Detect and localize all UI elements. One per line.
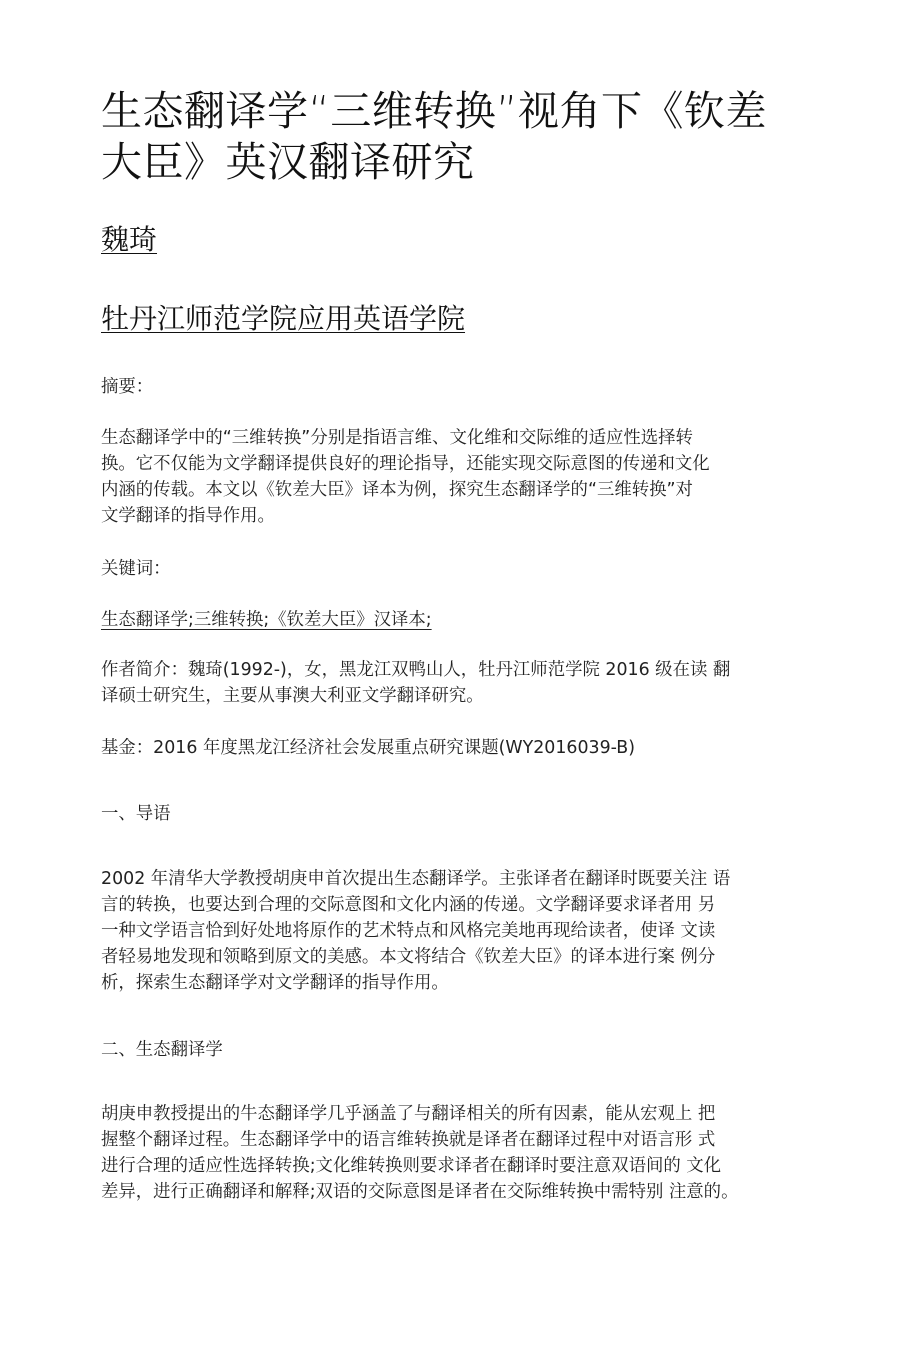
title-line-1: 生态翻译学“三维转换”视角下《钦差 <box>101 87 767 135</box>
abstract-line: 生态翻译学中的“三维转换”分别是指语言维、文化维和交际维的适应性选择转 <box>101 428 693 448</box>
paragraph-line: 一种文学语言恰到好处地将原作的艺术特点和风格完美地再现给读者，使译 文读 <box>101 921 716 941</box>
paragraph-line: 握整个翻译过程。生态翻译学中的语言维转换就是译者在翻译过程中对语言形 式 <box>101 1130 716 1150</box>
abstract-line: 换。它不仅能为文学翻译提供良好的理论指导，还能实现交际意图的传递和文化 <box>101 454 710 474</box>
paragraph-line: 胡庚申教授提出的牛态翻译学几乎涵盖了与翻译相关的所有因素，能从宏观上 把 <box>101 1104 716 1124</box>
section-heading-eco-translatology: 二、生态翻译学 <box>101 1040 223 1060</box>
paragraph-line: 析，探索生态翻译学对文学翻译的指导作用。 <box>101 973 449 993</box>
fund-info: 基金：2016 年度黑龙江经济社会发展重点研究课题(WY2016039-B) <box>101 738 636 758</box>
abstract-line: 文学翻译的指导作用。 <box>101 506 275 526</box>
author-bio-line: 作者简介：魏琦(1992-)，女，黑龙江双鸭山人，牡丹江师范学院 2016 级在读 翻 <box>101 660 731 680</box>
paragraph-line: 差异，进行正确翻译和解释;双语的交际意图是译者在交际维转换中需特别 注意的。 <box>101 1182 739 1202</box>
abstract-text <box>101 425 710 529</box>
keywords-list[interactable]: 生态翻译学;三维转换;《钦差大臣》汉译本; <box>101 610 432 630</box>
title-line-2: 大臣》英汉翻译研究 <box>101 138 475 186</box>
section-heading-introduction: 一、导语 <box>101 804 171 824</box>
document-title <box>101 86 767 188</box>
section-body-introduction <box>101 866 730 996</box>
paragraph-line: 进行合理的适应性选择转换;文化维转换则要求译者在翻译时要注意双语间的 文化 <box>101 1156 722 1176</box>
abstract-line: 内涵的传载。本文以《钦差大臣》译本为例，探究生态翻译学的“三维转换”对 <box>101 480 693 500</box>
author-affiliation[interactable]: 牡丹江师范学院应用英语学院 <box>101 302 466 335</box>
section-body-eco-translatology <box>101 1101 738 1205</box>
paragraph-line: 2002 年清华大学教授胡庚申首次提出生态翻译学。主张译者在翻译时既要关注 语 <box>101 869 731 889</box>
author-bio-line: 译硕士研究生，主要从事澳大利亚文学翻译研究。 <box>101 686 484 706</box>
keywords-label: 关键词： <box>101 559 171 579</box>
paragraph-line: 者轻易地发现和领略到原文的美感。本文将结合《钦差大臣》的译本进行案 例分 <box>101 947 716 967</box>
author-bio <box>101 657 730 709</box>
abstract-label: 摘要： <box>101 377 154 397</box>
paragraph-line: 言的转换，也要达到合理的交际意图和文化内涵的传递。文学翻译要求译者用 另 <box>101 895 716 915</box>
author-name[interactable]: 魏琦 <box>101 223 158 256</box>
